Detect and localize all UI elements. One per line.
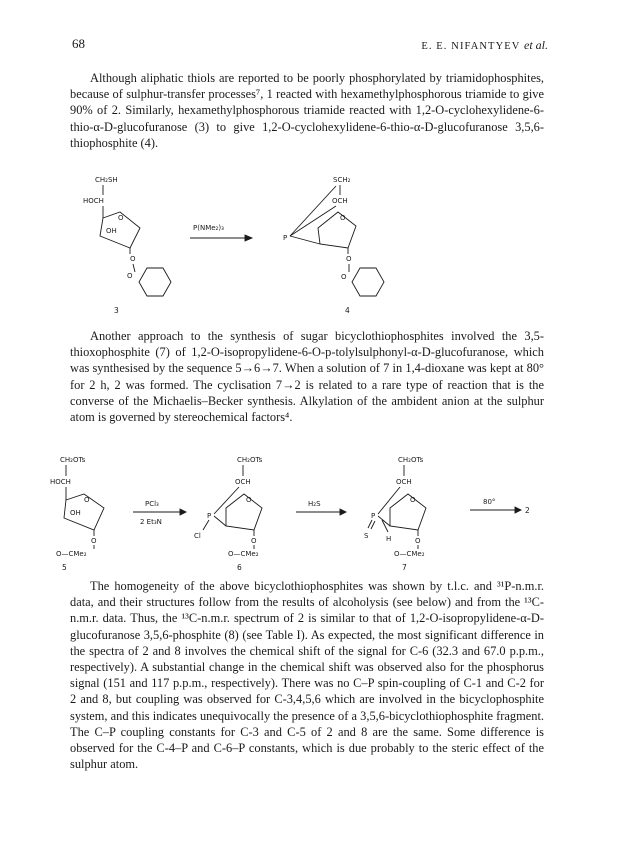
reagent-h2s: H₂S bbox=[308, 500, 321, 508]
compound-4-p: P bbox=[283, 234, 288, 242]
compound-7-number: 7 bbox=[402, 563, 407, 572]
compound-5-hoch: HOCH bbox=[50, 478, 71, 486]
reagent-pcl3: PCl₃ bbox=[145, 500, 159, 508]
compound-6-cl: Cl bbox=[194, 532, 201, 540]
compound-7-h: H bbox=[386, 535, 392, 543]
page-number: 68 bbox=[72, 36, 85, 51]
compound-4-structure bbox=[283, 176, 384, 315]
compound-6-number: 6 bbox=[237, 563, 242, 572]
compound-3-ch2sh: CH₂SH bbox=[95, 176, 118, 184]
compound-5-number: 5 bbox=[62, 563, 67, 572]
reaction-arrow-h2s bbox=[296, 500, 346, 515]
compound-3-oh: OH bbox=[106, 227, 117, 235]
compound-4-o1: O bbox=[346, 255, 352, 263]
compound-4-ring-o: O bbox=[340, 214, 346, 222]
compound-4-o2: O bbox=[341, 273, 347, 281]
compound-5-oh: OH bbox=[70, 509, 81, 517]
compound-3-structure bbox=[83, 176, 171, 315]
reagent-80-degrees: 80° bbox=[483, 498, 496, 506]
compound-4-sch2: SCH₂ bbox=[333, 176, 351, 184]
reagent-p-nme2-3: P(NMe₂)₃ bbox=[193, 224, 224, 232]
compound-4-och: OCH bbox=[332, 197, 348, 205]
compound-6-och: OCH bbox=[235, 478, 251, 486]
author-names: E. E. NIFANTYEV bbox=[421, 41, 521, 52]
compound-6-ch2ots: CH₂OTs bbox=[237, 456, 263, 464]
reaction-arrow-1 bbox=[190, 224, 252, 241]
compound-3-number: 3 bbox=[114, 306, 119, 315]
reaction-arrow-pcl3 bbox=[133, 500, 186, 526]
compound-5-structure bbox=[50, 456, 104, 572]
et-al: et al. bbox=[524, 38, 548, 52]
compound-7-och: OCH bbox=[396, 478, 412, 486]
reaction-arrow-80 bbox=[470, 498, 530, 515]
compound-6-structure bbox=[194, 456, 263, 572]
compound-7-p: P bbox=[371, 512, 376, 520]
compound-7-structure bbox=[364, 456, 426, 572]
product-2: 2 bbox=[525, 506, 530, 515]
compound-5-cme2: O—CMe₂ bbox=[56, 550, 87, 558]
paragraph-2 bbox=[70, 328, 544, 425]
scheme-2 bbox=[0, 448, 624, 573]
compound-5-o1: O bbox=[91, 537, 97, 545]
running-header-authors bbox=[421, 38, 548, 53]
compound-7-cme2: O—CMe₂ bbox=[394, 550, 425, 558]
compound-5-ch2ots: CH₂OTs bbox=[60, 456, 86, 464]
reagent-et3n: 2 Et₃N bbox=[140, 518, 162, 526]
paragraph-2-text: Another approach to the synthesis of sugar bicyclothiophosphites involved the 3,5-thioxophosphite (7) of 1,2-O-isopropylidene-6-O-p-tolylsulphonyl-α-D-glucofuranose, which was synthesised by the sequence 5→6→7. When a solution of 7 in 1,4-dioxane was kept at 80° for 2 h, 2 was formed. The cyclisation 7→2 is related to a rare type of reaction that is the converse of the Michaelis–Becker synthesis. Alkylation of the ambident anion at the sulphur atom is governed by stereochemical factors⁴. bbox=[70, 329, 544, 425]
compound-4-number: 4 bbox=[345, 306, 350, 315]
compound-7-o1: O bbox=[415, 537, 421, 545]
compound-6-p: P bbox=[207, 512, 212, 520]
compound-7-ch2ots: CH₂OTs bbox=[398, 456, 424, 464]
compound-3-ring-o: O bbox=[118, 214, 124, 222]
compound-7-s: S bbox=[364, 532, 369, 540]
compound-6-cme2: O—CMe₂ bbox=[228, 550, 259, 558]
scheme-1 bbox=[0, 168, 624, 318]
compound-5-ring-o: O bbox=[84, 496, 90, 504]
paragraph-1 bbox=[70, 70, 544, 151]
compound-3-hoch: HOCH bbox=[83, 197, 104, 205]
compound-3-o2: O bbox=[127, 272, 133, 280]
paragraph-3-text: The homogeneity of the above bicyclothiophosphites was shown by t.l.c. and ³¹P-n.m.r. data, and their structures follow from the results of alcoholysis (see below) and from the ¹³C-n.m.r. data. Thus, the ¹³C-n.m.r. spectrum of 2 is similar to that of 1,2-O-isopropylidene-α-D-glucofuranose 3,5,6-phosphite (8) (see Table I). As expected, the most significant difference in the spectra of 2 and 8 involves the chemical shift of the signal for C-6 (32.3 and 67.0 p.p.m., respectively). A substantial change in the chemical shift was observed also for the phosphorus signal (151 and 117 p.p.m., respectively). There was no C–P spin-coupling of C-1 and C-2 for 2 and 8, but coupling was observed for C-3,4,5,6 which are involved in the bicyclophosphite system, and this indicates unequivocally the presence of a 3,5,6-bicyclothiophosphite fragment. The C–P coupling constants for C-3 and C-5 of 2 and 8 are the same. Some difference is observed for the C-4–P and C-6–P constants, which is due probably to the steric effect of the sulphur atom. bbox=[70, 579, 544, 772]
compound-6-o1: O bbox=[251, 537, 257, 545]
compound-3-o1: O bbox=[130, 255, 136, 263]
compound-7-ring-o: O bbox=[410, 496, 416, 504]
paragraph-3 bbox=[70, 578, 544, 772]
compound-6-ring-o: O bbox=[246, 496, 252, 504]
paragraph-1-text: Although aliphatic thiols are reported to be poorly phosphorylated by triamidophosphites, because of sulphur-transfer processes⁷, 1 reacted with hexamethylphosphorous triamide to give 90% of 2. Similarly, hexamethylphosphorous triamide reacted with 1,2-O-cyclohexylidene-6-thio-α-D-glucofuranose (3) to give 1,2-O-cyclohexylidene-6-thio-α-D-glucofuranose 3,5,6-thiophosphite (4). bbox=[70, 71, 544, 150]
